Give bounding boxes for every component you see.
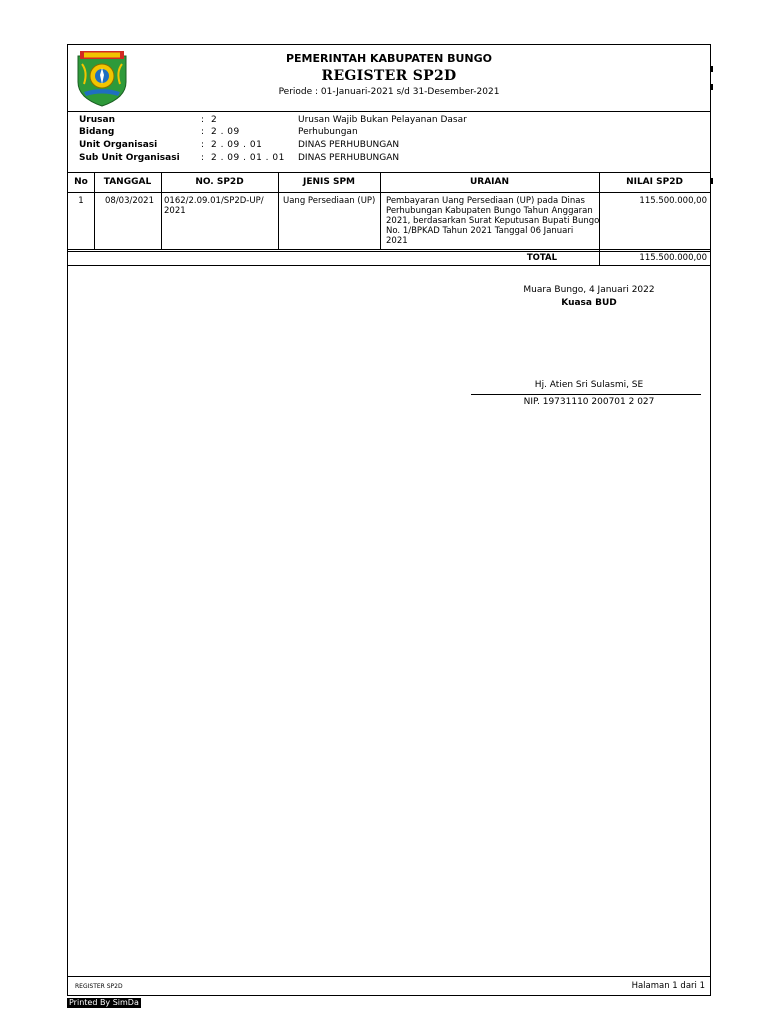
- footer-page-number: Halaman 1 dari 1: [631, 981, 705, 991]
- column-header-nilai-sp2d: NILAI SP2D: [626, 177, 683, 187]
- info-label: Unit Organisasi: [79, 140, 158, 150]
- signature-place-date: Muara Bungo, 4 Januari 2022: [523, 285, 655, 295]
- column-header-no-sp2d: NO. SP2D: [195, 177, 244, 187]
- table-border: [68, 265, 710, 266]
- info-code: 2 . 09 . 01 . 01: [211, 153, 285, 163]
- info-name: DINAS PERHUBUNGAN: [298, 153, 400, 163]
- footer-divider: [68, 976, 710, 977]
- printed-by-stamp: Printed By SimDa: [69, 998, 139, 1007]
- info-colon: :: [201, 140, 205, 150]
- cell-uraian: Perhubungan Kabupaten Bungo Tahun Anggaran: [386, 206, 593, 216]
- cell-no: 1: [78, 196, 84, 206]
- table-border: [68, 249, 710, 250]
- column-header-tanggal: TANGGAL: [103, 177, 152, 187]
- signature-position: Kuasa BUD: [561, 298, 617, 308]
- page-title: REGISTER SP2D: [321, 68, 457, 84]
- column-header-uraian: URAIAN: [469, 177, 510, 187]
- divider: [68, 111, 710, 112]
- info-name: Urusan Wajib Bukan Pelayanan Dasar: [298, 115, 467, 125]
- column-header-no: No: [74, 177, 88, 187]
- edge-mark: [711, 84, 713, 90]
- cell-uraian: No. 1/BPKAD Tahun 2021 Tanggal 06 Januari: [386, 226, 574, 236]
- info-colon: :: [201, 153, 205, 163]
- cell-no-sp2d: 0162/2.09.01/SP2D-UP/: [164, 196, 264, 206]
- info-label: Urusan: [79, 115, 115, 125]
- footer-report-name: REGISTER SP2D: [75, 983, 123, 990]
- signature-line: [471, 394, 701, 395]
- total-label: TOTAL: [526, 253, 557, 263]
- info-colon: :: [201, 127, 205, 137]
- table-border: [68, 192, 710, 193]
- info-code: 2 . 09: [211, 127, 240, 137]
- info-code: 2: [211, 115, 218, 125]
- edge-mark: [711, 66, 713, 72]
- cell-uraian: Pembayaran Uang Persediaan (UP) pada Dinas: [386, 196, 585, 206]
- signature-nip: NIP. 19731110 200701 2 027: [523, 397, 655, 407]
- table-border: [68, 251, 710, 252]
- info-name: DINAS PERHUBUNGAN: [298, 140, 400, 150]
- document-frame: [67, 44, 711, 996]
- cell-no-sp2d: 2021: [164, 206, 186, 216]
- info-code: 2 . 09 . 01: [211, 140, 263, 150]
- info-label: Sub Unit Organisasi: [79, 153, 180, 163]
- government-name: PEMERINTAH KABUPATEN BUNGO: [285, 52, 493, 65]
- cell-uraian: 2021, berdasarkan Surat Keputusan Bupati Bungo: [386, 216, 600, 226]
- report-period: Periode : 01-Januari-2021 s/d 31-Desember-2021: [278, 87, 500, 97]
- total-value: 115.500.000,00: [639, 253, 707, 263]
- column-header-jenis-spm: JENIS SPM: [302, 177, 356, 187]
- signature-name: Hj. Atien Sri Sulasmi, SE: [534, 380, 644, 390]
- cell-tanggal: 08/03/2021: [105, 196, 154, 206]
- info-label: Bidang: [79, 127, 115, 137]
- table-border: [68, 172, 710, 173]
- info-colon: :: [201, 115, 205, 125]
- edge-mark: [711, 178, 713, 184]
- cell-jenis-spm: Uang Persediaan (UP): [283, 196, 376, 206]
- cell-nilai-sp2d: 115.500.000,00: [639, 196, 707, 206]
- cell-uraian: 2021: [386, 236, 408, 246]
- info-name: Perhubungan: [298, 127, 358, 137]
